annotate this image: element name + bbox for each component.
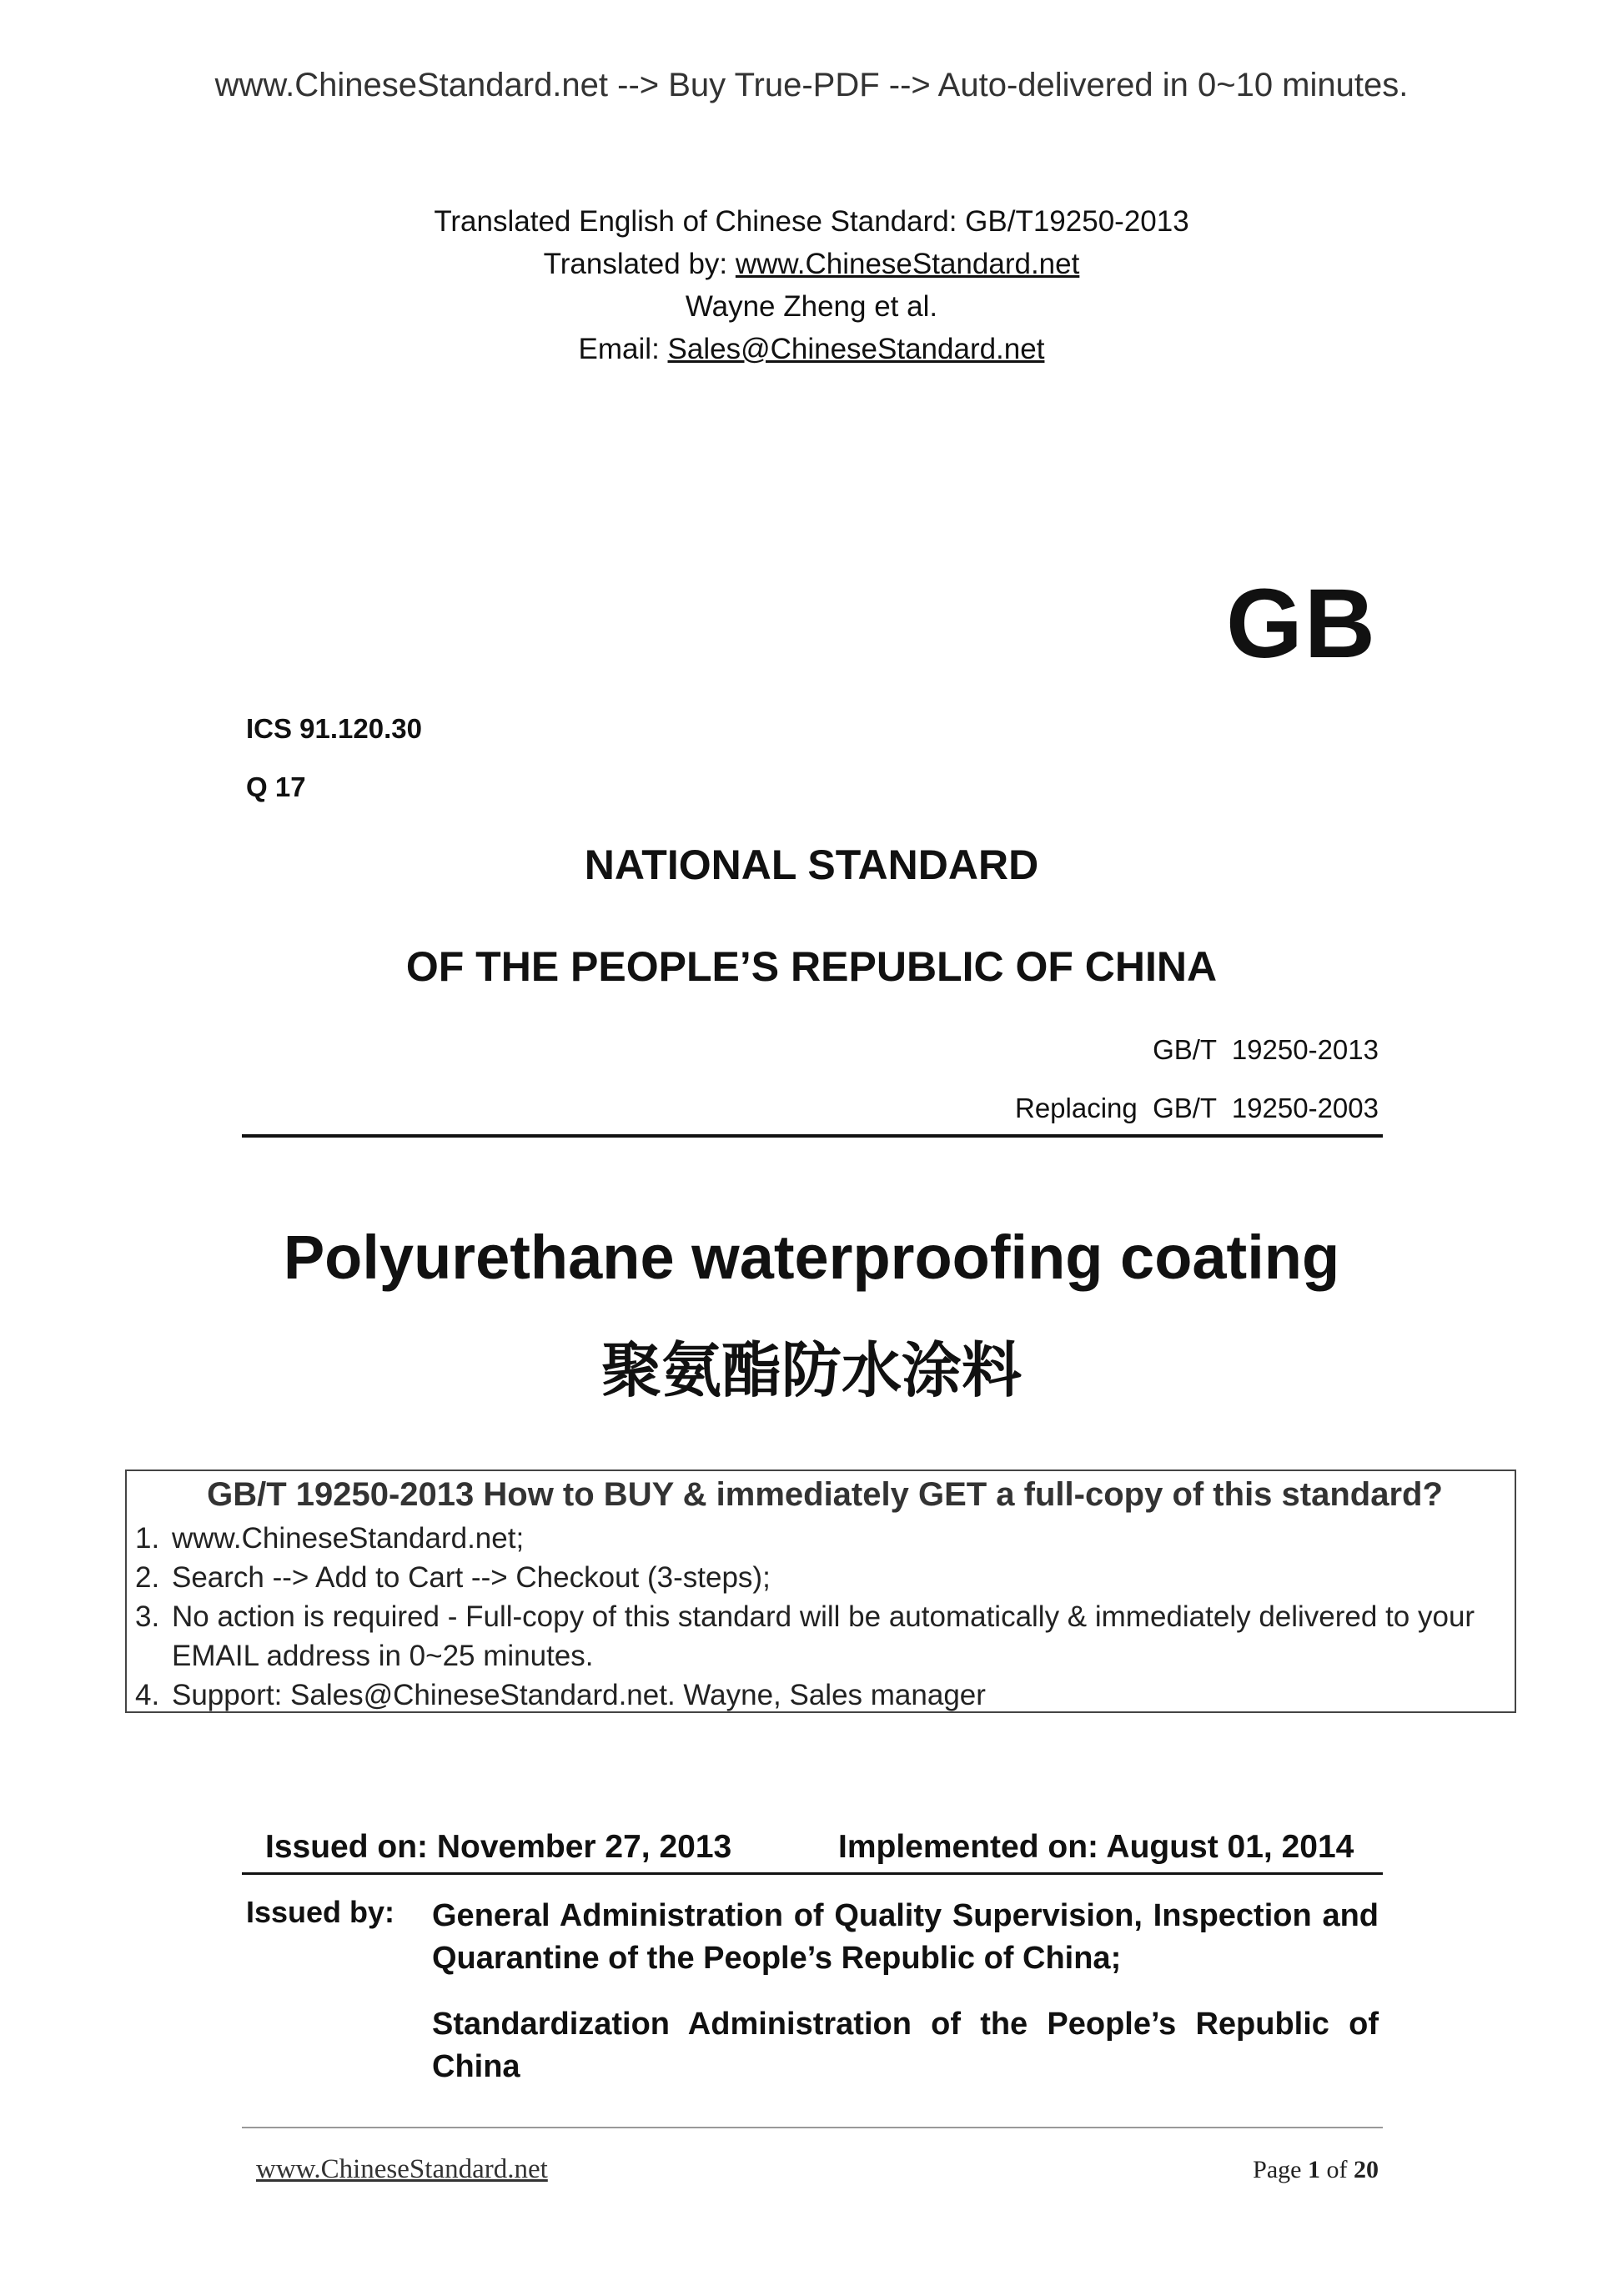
- list-item: [135, 1676, 1515, 1715]
- list-item-text: No action is required - Full-copy of this standard will be automatically & immediately delivered to your EMAIL address in 0~25 minutes.: [172, 1600, 1475, 1672]
- q-code: Q 17: [246, 771, 306, 802]
- standard-number: GB/T 19250-2013: [1153, 1034, 1379, 1065]
- page-prefix: Page: [1253, 2156, 1308, 2183]
- issuer-aqsiq: General Administration of Quality Supervision, Inspection and Quarantine of the People’s Republic of China;: [432, 1898, 1379, 1976]
- top-banner: www.ChineseStandard.net --> Buy True-PDF --> Auto-delivered in 0~10 minutes.: [214, 67, 1409, 103]
- footer-divider: [242, 2127, 1383, 2128]
- email-link[interactable]: Sales@ChineseStandard.net: [667, 333, 1045, 365]
- email-label: Email:: [578, 333, 668, 365]
- republic-title: OF THE PEOPLE’S REPUBLIC OF CHINA: [405, 943, 1218, 990]
- list-item-number: 2.: [135, 1561, 160, 1594]
- footer-website-link[interactable]: www.ChineseStandard.net: [256, 2154, 548, 2184]
- translated-by-label: Translated by:: [543, 248, 736, 280]
- list-item-text: Search --> Add to Cart --> Checkout (3-steps);: [172, 1561, 771, 1594]
- document-title: Polyurethane waterproofing coating: [283, 1223, 1340, 1292]
- issuer-sac: Standardization Administration of the People’s Republic of China: [432, 2007, 1379, 2084]
- issued-on-date: Issued on: November 27, 2013: [265, 1829, 732, 1865]
- list-item: [135, 1558, 1515, 1597]
- national-standard-title: NATIONAL STANDARD: [584, 842, 1039, 888]
- implemented-on-date: Implemented on: August 01, 2014: [838, 1829, 1354, 1865]
- translation-block: [0, 200, 1623, 370]
- page-of: of: [1320, 2156, 1354, 2183]
- email-line: [0, 328, 1623, 370]
- issued-by-label: Issued by:: [246, 1895, 395, 1929]
- page-total: 20: [1354, 2156, 1379, 2183]
- list-item-text: Support: Sales@ChineseStandard.net. Wayne, Sales manager: [172, 1679, 986, 1711]
- dates-divider: [242, 1872, 1383, 1875]
- translated-by-link[interactable]: www.ChineseStandard.net: [735, 248, 1080, 280]
- buy-instructions-box: [125, 1470, 1516, 1713]
- page-current: 1: [1308, 2156, 1320, 2183]
- list-item: [135, 1597, 1515, 1676]
- page-number: [1084, 2156, 1379, 2184]
- translation-source-line: Translated English of Chinese Standard: GB/T19250-2013: [434, 205, 1189, 238]
- buy-steps-list: [135, 1519, 1515, 1715]
- list-item-text: www.ChineseStandard.net;: [172, 1522, 525, 1555]
- list-item-number: 4.: [135, 1679, 160, 1711]
- list-item-number: 1.: [135, 1522, 160, 1555]
- document-title-chinese: 聚氨酯防水涂料: [600, 1335, 1022, 1405]
- buy-box-title: GB/T 19250-2013 How to BUY & immediately GET a full-copy of this standard?: [207, 1476, 1443, 1513]
- gb-mark: GB: [1226, 569, 1377, 679]
- translator-line: Wayne Zheng et al.: [685, 290, 938, 323]
- ics-code: ICS 91.120.30: [246, 713, 422, 744]
- replacing-standard: Replacing GB/T 19250-2003: [1014, 1093, 1379, 1123]
- header-divider: [242, 1134, 1383, 1138]
- list-item: [135, 1519, 1515, 1558]
- translated-by-line: [0, 243, 1623, 285]
- list-item-number: 3.: [135, 1600, 160, 1633]
